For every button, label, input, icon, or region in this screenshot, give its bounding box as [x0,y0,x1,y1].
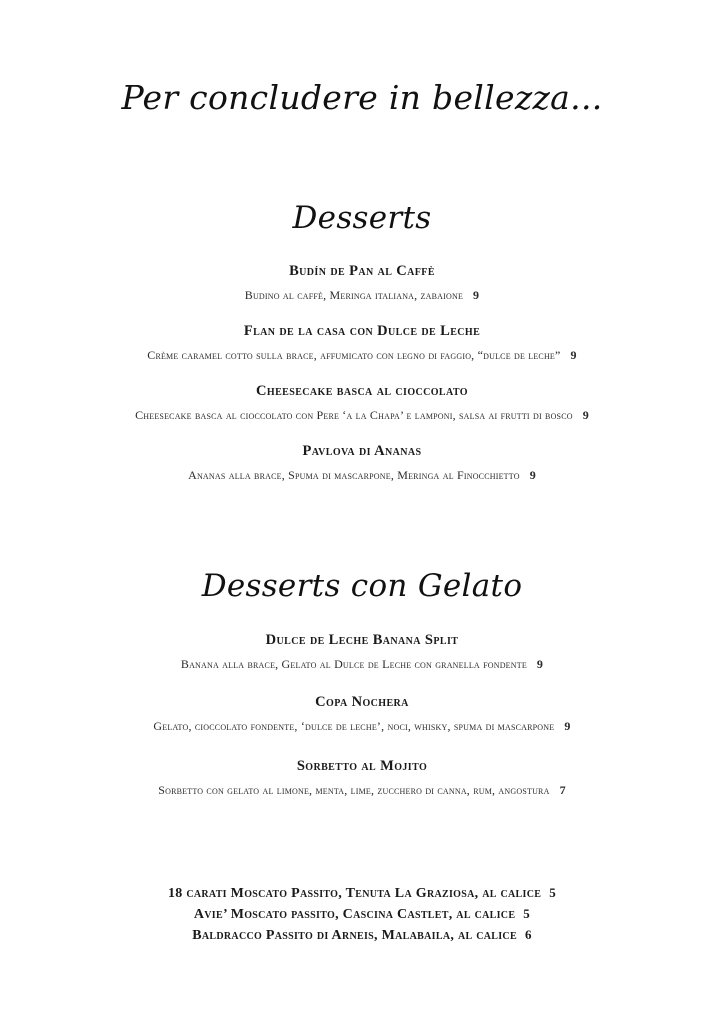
item-description [0,468,724,483]
item-name: Copa Nochera [315,694,409,710]
menu-item [0,383,724,423]
item-name: Dulce de Leche Banana Split [265,632,459,648]
menu-item [0,443,724,483]
item-description-text: Banana alla brace, Gelato al Dulce de Leche con granella fondente [180,657,527,671]
item-name: Flan de la casa con Dulce de Leche [243,323,481,339]
item-description [0,288,724,303]
item-price: 7 [559,783,566,797]
item-name: Cheesecake basca al cioccolato [256,383,468,399]
wine-name: Avie’ Moscato passito, Cascina Castlet, al calice [193,907,516,922]
item-price: 9 [473,288,480,302]
wine-item [0,904,724,925]
item-price: 9 [529,468,536,482]
item-price: 9 [570,348,577,362]
item-name: Sorbetto al Mojito [296,758,428,774]
page-title: Per concludere in bellezza... [121,78,603,117]
item-price: 9 [582,408,589,422]
item-description-text: Ananas alla brace, Spuma di mascarpone, Meringa al Finocchietto [188,468,520,482]
item-description-text: Cheesecake basca al cioccolato con Pere ‘a la Chapa’ e lamponi, salsa ai frutti di bosco [135,408,573,422]
menu-item [0,323,724,363]
wine-name: 18 carati Moscato Passito, Tenuta La Graziosa, al calice [167,886,542,901]
item-description [0,348,724,363]
wine-price: 6 [524,927,532,942]
item-description [0,408,724,423]
wine-price: 5 [523,906,531,921]
wine-item [0,883,724,904]
item-price: 9 [564,719,571,733]
item-name: Budín de Pan al Caffè [289,263,435,279]
item-description-text: Budino al caffè, Meringa italiana, zabaione [244,288,464,302]
menu-item [0,632,724,672]
item-description [0,657,724,672]
menu-item [0,694,724,734]
item-description-text: Crème caramel cotto sulla brace, affumicato con legno di faggio, “dulce de leche” [147,348,561,362]
wine-name: Baldracco Passito di Arneis, Malabaila, al calice [192,928,517,943]
wine-item [0,925,724,946]
item-description [0,719,724,734]
item-description [0,783,724,798]
section-title-desserts: Desserts [292,200,432,236]
item-price: 9 [536,657,544,671]
section-title-desserts-con-gelato: Desserts con Gelato [201,568,523,604]
menu-item [0,758,724,798]
menu-item [0,263,724,303]
item-name: Pavlova di Ananas [302,443,422,459]
item-description-text: Gelato, cioccolato fondente, ‘dulce de leche’, noci, whisky, spuma di mascarpone [153,719,555,733]
wine-list [0,883,724,946]
wine-price: 5 [549,885,557,900]
item-description-text: Sorbetto con gelato al limone, menta, lime, zucchero di canna, rum, angostura [158,783,550,797]
